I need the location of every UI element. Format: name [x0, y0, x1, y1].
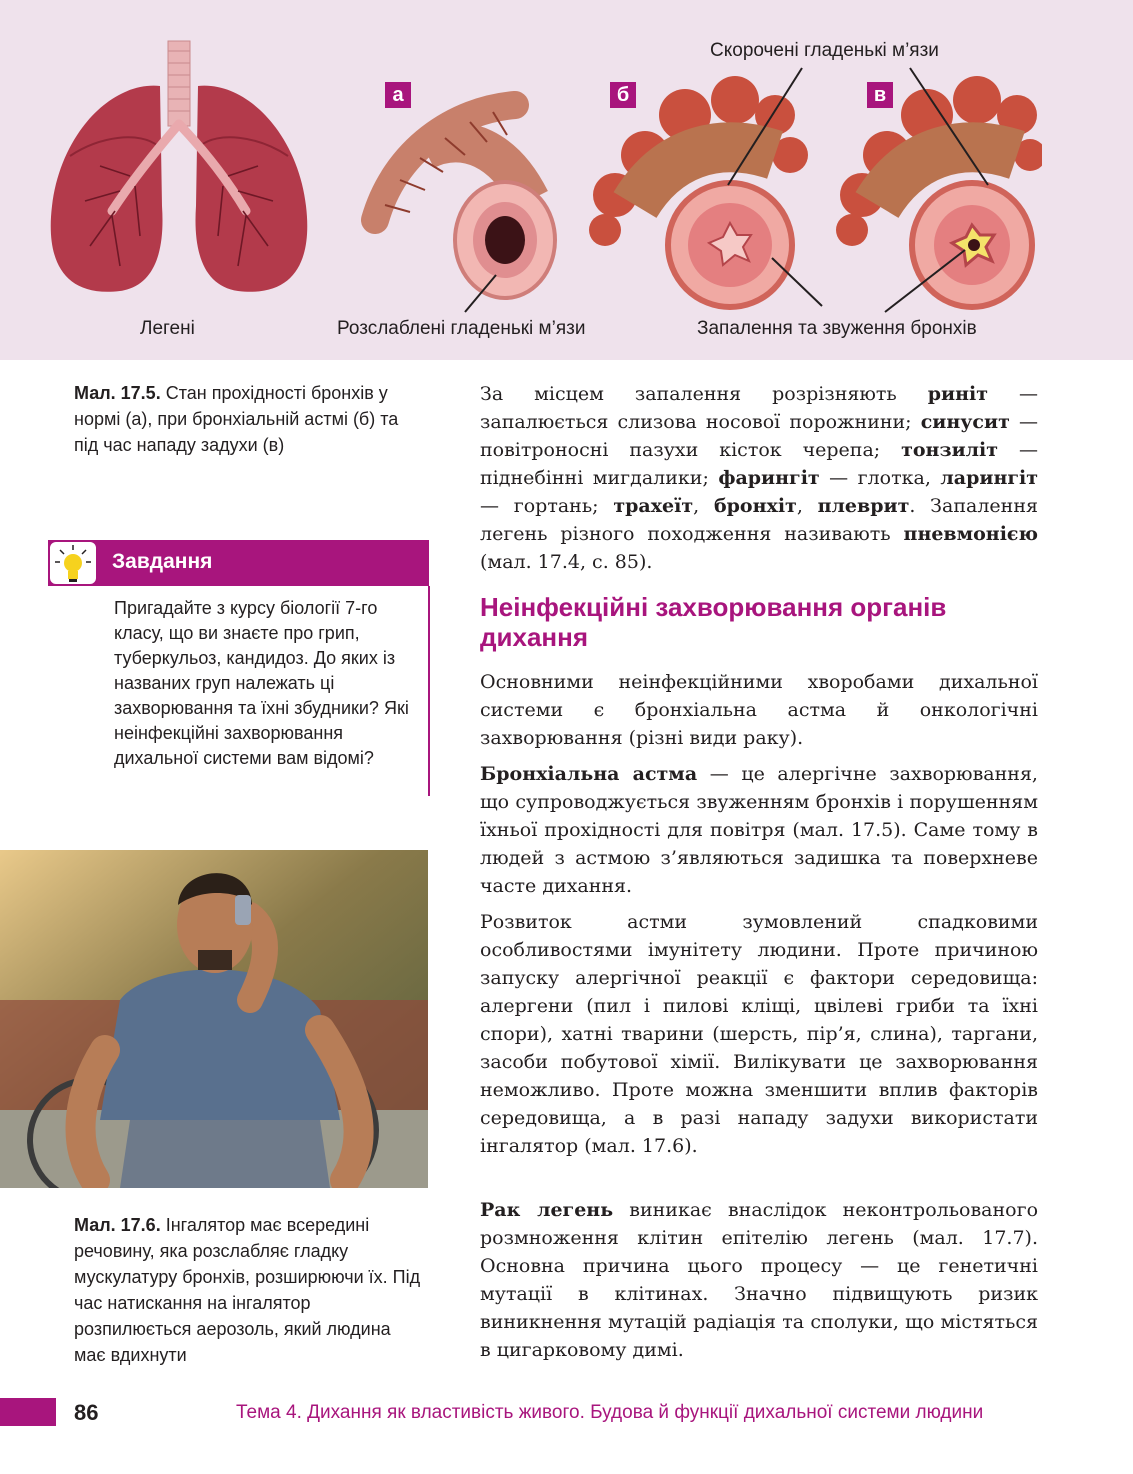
figure-17-5 [0, 0, 1133, 360]
text-run: Розвиток астми зумовлений спадковими особливостями імунітету людини. Проте причиною запуску алергічної реакції є фактори середовища: алергени (пил і пилові кліщі, цвілеві гриби та їхні спори), хатні тварини (шерсть, пір’я, слина), таргани, засоби побутової хімії. Вилікувати це захворювання неможливо. Проте можна зменшити вплив факторів середовища, а в разі нападу задухи використати інгалятор (мал. 17.6). [480, 911, 1038, 1157]
paragraph-noninfectious-intro [480, 668, 1038, 752]
paragraph-lung-cancer [480, 1196, 1038, 1364]
task-title: Завдання [112, 550, 213, 573]
page-number: 86 [74, 1400, 99, 1425]
text-run: За місцем запалення розрізняють [480, 383, 928, 405]
caption-text: Стан прохідності бронхів у нормі (а), при бронхіальній астмі (б) та під час нападу задухи (в) [74, 383, 399, 455]
bold-term: ларингіт [940, 467, 1038, 489]
bold-term: плеврит [817, 495, 910, 517]
bold-term: трахеїт [613, 495, 694, 517]
text-run: — це алергічне захворювання, що супроводжується звуженням бронхів і порушенням їхньої прохідності для повітря (мал. 17.5). Саме тому в людей з астмою з’являються задишка та поверхневе часте дихання. [480, 763, 1038, 897]
task-text: Пригадайте з курсу біології 7-го класу, що ви знаєте про грип, туберкульоз, кандидоз. До яких із названих груп належать ці захворювання та їхні збудники? Які неінфекційні захворювання дихальної системи вам відомі? [114, 598, 409, 768]
task-header [48, 540, 429, 586]
lightbulb-icon [48, 540, 98, 586]
bold-term: тонзиліт [901, 439, 999, 461]
text-run: (мал. 17.4, с. 85). [480, 551, 653, 573]
text-run: виникає внаслідок неконтрольованого розмноження клітин епітелію легень (мал. 17.7). Основна причина цього процесу — це генетичні мутації в клітинах. Значно підвищують ризик виникнення мутацій радіація та сполуки, що містяться в цигарковому димі. [480, 1199, 1039, 1361]
label-contracted-muscles: Скорочені гладенькі м’язи [710, 40, 939, 61]
text-run: — гортань; [480, 495, 614, 517]
panel-letter-c: в [867, 82, 893, 108]
text-run: , [796, 495, 818, 517]
bold-term: Рак легень [480, 1199, 614, 1221]
bold-term: пневмонією [903, 523, 1038, 545]
task-box [48, 540, 429, 796]
footer-accent-bar [0, 1398, 56, 1426]
bold-term: бронхіт [713, 495, 797, 517]
bold-term: синусит [920, 411, 1010, 433]
bold-term: Бронхіальна астма [480, 763, 698, 785]
text-run: — піднебінні мигдалики; [480, 439, 1038, 489]
label-relaxed-muscles: Розслаблені гладенькі м’язи [337, 318, 586, 339]
text-run: , [693, 495, 714, 517]
panel-letter-b: б [610, 82, 636, 108]
section-heading: Неінфекційні захворювання органів дихання [480, 592, 947, 652]
label-lungs: Легені [140, 318, 195, 339]
task-border [428, 586, 430, 796]
bold-term: фарингіт [718, 467, 820, 489]
text-run: — запалюється слизова носової порожнини; [480, 383, 1038, 433]
caption-text: Інгалятор має всередині речовину, яка розслабляє гладку мускулатуру бронхів, розширюючи їх. Під час натискання на інгалятор розпилюється аерозоль, який людина має вдихнути [74, 1215, 421, 1365]
label-inflammation: Запалення та звуження бронхів [697, 318, 977, 339]
text-run: . Запалення легень різного походження називають [480, 495, 1038, 545]
footer-title: Тема 4. Дихання як властивість живого. Будова й функції дихальної системи людини [236, 1402, 984, 1423]
bold-term: риніт [927, 383, 989, 405]
text-run: — повітроносні пазухи кісток черепа; [480, 411, 1038, 461]
paragraph-bronchial-asthma [480, 760, 1038, 900]
caption-number: Мал. 17.5. [74, 383, 161, 403]
paragraph-asthma-development [480, 908, 1038, 1160]
caption-number: Мал. 17.6. [74, 1215, 161, 1235]
paragraph-inflammation-types [480, 380, 1038, 576]
inhaler-photo [0, 850, 428, 1188]
figure-17-5-caption [74, 380, 424, 458]
text-run: Основними неінфекційними хворобами дихальної системи є бронхіальна астма й онкологічні захворювання (різні види раку). [480, 671, 1038, 749]
pointer-lines [0, 0, 1133, 360]
text-run: — глотка, [819, 467, 941, 489]
figure-17-6-caption [74, 1212, 424, 1368]
panel-letter-a: а [385, 82, 411, 108]
